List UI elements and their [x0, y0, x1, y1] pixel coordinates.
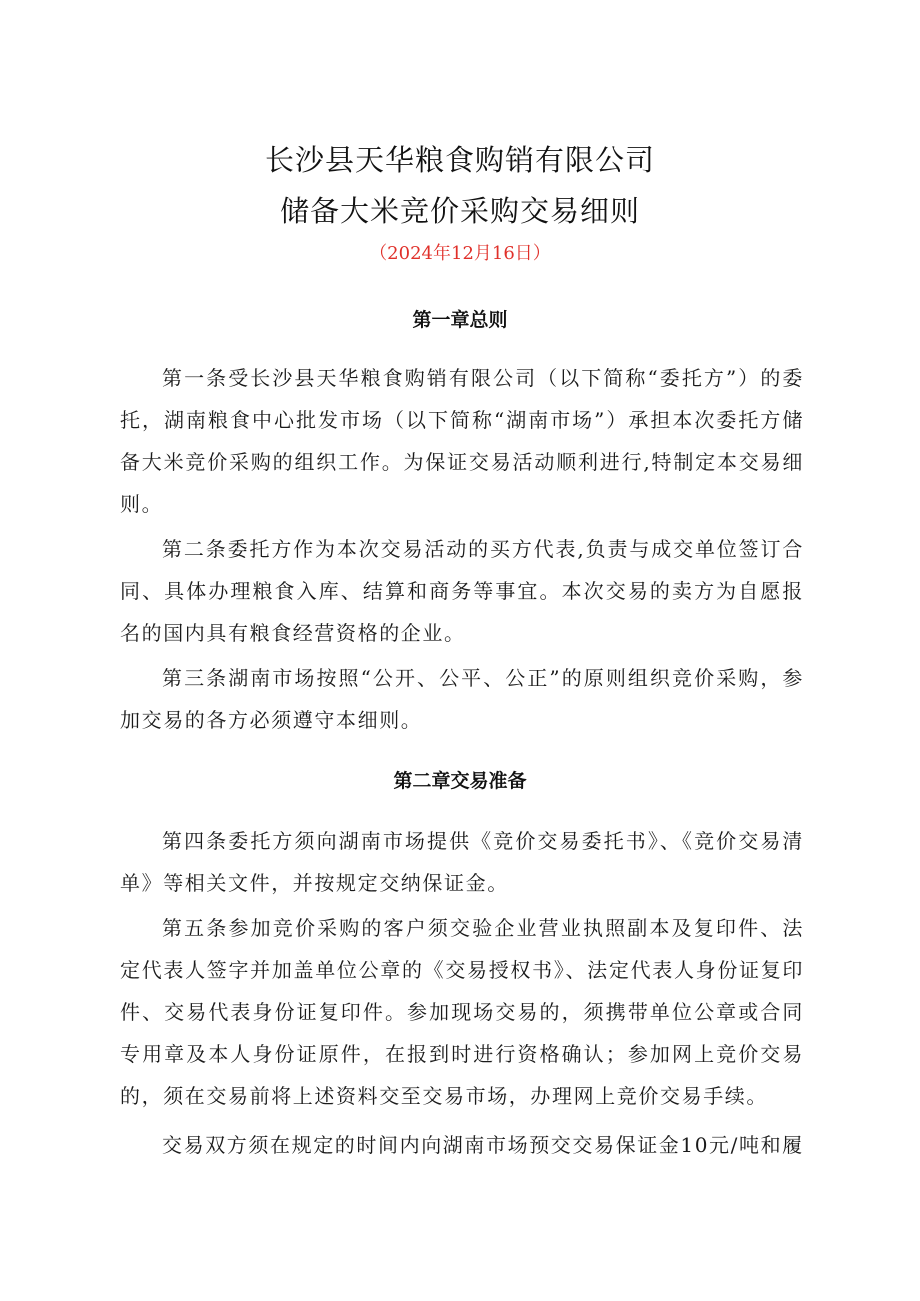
article-1-paragraph: 第一条受长沙县天华粮食购销有限公司（以下简称“委托方”）的委托，湖南粮食中心批发市场（以下简称“湖南市场”）承担本次委托方储备大米竞价采购的组织工作。为保证交易活动顺利进行,特制定本交易细则。	[120, 366, 804, 516]
chapter-2-heading: 第二章交易准备	[393, 770, 527, 792]
article-3-paragraph: 第三条湖南市场按照“公开、公平、公正”的原则组织竞价采购，参加交易的各方必须遵守本细则。	[120, 666, 804, 732]
document-date: （2024年12月16日）	[369, 243, 551, 264]
deposit-paragraph: 交易双方须在规定的时间内向湖南市场预交交易保证金10元/吨和履	[162, 1133, 804, 1157]
article-2-paragraph: 第二条委托方作为本次交易活动的买方代表,负责与成交单位签订合同、具体办理粮食入库、结算和商务等事宜。本次交易的卖方为自愿报名的国内具有粮食经营资格的企业。	[120, 537, 804, 645]
document-title-line1: 长沙县天华粮食购销有限公司	[264, 143, 655, 177]
article-5-paragraph: 第五条参加竞价采购的客户须交验企业营业执照副本及复印件、法定代表人签字并加盖单位公章的《交易授权书》、法定代表人身份证复印件、交易代表身份证复印件。参加现场交易的，须携带单位公章或合同专用章及本人身份证原件，在报到时进行资格确认；参加网上竞价交易的，须在交易前将上述资料交至交易市场，办理网上竞价交易手续。	[120, 916, 804, 1108]
document-title-line2: 储备大米竞价采购交易细则	[279, 194, 640, 228]
chapter-1-heading: 第一章总则	[412, 309, 508, 331]
article-4-paragraph: 第四条委托方须向湖南市场提供《竞价交易委托书》、《竞价交易清单》等相关文件，并按规定交纳保证金。	[120, 829, 804, 895]
